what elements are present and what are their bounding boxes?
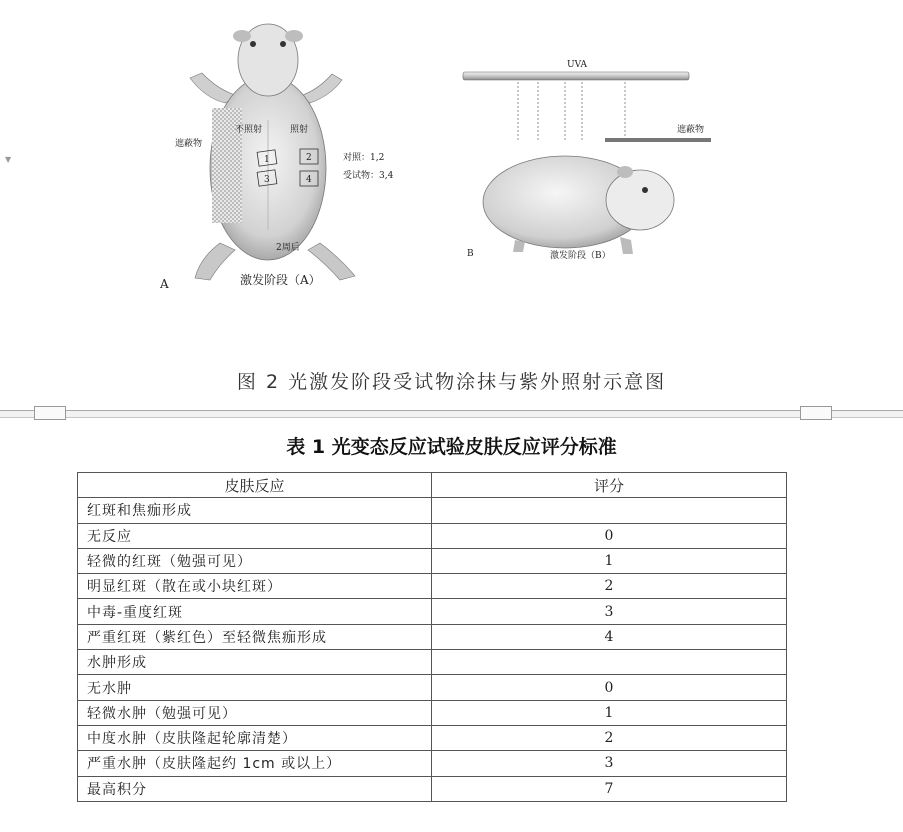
- table-row: [78, 725, 787, 750]
- reaction-cell: 中毒-重度红斑: [78, 599, 432, 624]
- reaction-cell: 无水肿: [78, 675, 432, 700]
- figure-caption: 图 2 光激发阶段受试物涂抹与紫外照射示意图: [236, 371, 667, 393]
- site-1-label: 1: [264, 155, 270, 165]
- shield-label-b: 遮蔽物: [677, 125, 705, 135]
- no-irradiation-label: 不照射: [235, 125, 263, 135]
- reaction-cell: 水肿形成: [78, 650, 432, 675]
- score-cell: 4: [432, 624, 787, 649]
- score-cell: 3: [432, 599, 787, 624]
- score-cell: 3: [432, 751, 787, 776]
- table-row: [78, 599, 787, 624]
- score-cell: 7: [432, 776, 787, 801]
- figure-panel-b: [455, 42, 717, 324]
- left-margin-marker: [34, 406, 66, 420]
- site-2-label: 2: [306, 153, 312, 163]
- uva-label: UVA: [567, 60, 587, 70]
- uva-rays: [518, 82, 625, 142]
- score-cell: 2: [432, 574, 787, 599]
- score-cell: 0: [432, 675, 787, 700]
- shield-bar-b: [605, 138, 711, 142]
- reaction-cell: 中度水肿（皮肤隆起轮廓清楚）: [78, 725, 432, 750]
- panel-a-letter: A: [160, 277, 169, 291]
- table-row: [78, 650, 787, 675]
- table-row: [78, 523, 787, 548]
- panel-b-letter: B: [467, 249, 474, 259]
- table-row: [78, 675, 787, 700]
- table-row: [78, 700, 787, 725]
- reaction-cell: 轻微的红斑（勉强可见）: [78, 548, 432, 573]
- table-row: [78, 624, 787, 649]
- guinea-pig-dorsal-illustration: [150, 8, 394, 326]
- table-row: [78, 498, 787, 523]
- table-header-row: [78, 473, 787, 498]
- panel-a-caption: 激发阶段（A）: [240, 273, 321, 287]
- table-row: [78, 548, 787, 573]
- reaction-cell: 严重红斑（紫红色）至轻微焦痂形成: [78, 624, 432, 649]
- test-substance-label: 受试物：3,4: [343, 171, 394, 181]
- figure-2: [0, 0, 903, 340]
- score-cell: 0: [432, 523, 787, 548]
- margin-marker: ▼: [5, 155, 12, 164]
- shield-label: 遮蔽物: [175, 139, 203, 149]
- skin-reaction-score-table: [77, 472, 787, 802]
- after-two-weeks-label: 2周后: [276, 243, 300, 253]
- score-cell: 1: [432, 548, 787, 573]
- table-title: 表 1 光变态反应试验皮肤反应评分标准: [286, 436, 617, 458]
- panel-b-caption: 激发阶段（B）: [550, 251, 611, 261]
- score-cell: [432, 650, 787, 675]
- reaction-cell: 明显红斑（散在或小块红斑）: [78, 574, 432, 599]
- reaction-cell: 最高积分: [78, 776, 432, 801]
- uva-irradiation-illustration: [455, 42, 717, 324]
- site-3-label: 3: [264, 175, 270, 185]
- irradiation-label: 照射: [290, 125, 309, 135]
- figure-panel-a: [150, 8, 394, 326]
- column-header-reaction: 皮肤反应: [78, 473, 432, 498]
- table-row: [78, 574, 787, 599]
- site-4-label: 4: [306, 175, 312, 185]
- reaction-cell: 严重水肿（皮肤隆起约 1cm 或以上）: [78, 751, 432, 776]
- score-cell: 1: [432, 700, 787, 725]
- score-cell: [432, 498, 787, 523]
- right-margin-marker: [800, 406, 832, 420]
- score-cell: 2: [432, 725, 787, 750]
- table-row: [78, 776, 787, 801]
- reaction-cell: 轻微水肿（勉强可见）: [78, 700, 432, 725]
- table-row: [78, 751, 787, 776]
- uva-lamp-tube: [463, 72, 689, 80]
- control-label: 对照：1,2: [343, 153, 385, 163]
- reaction-cell: 红斑和焦痂形成: [78, 498, 432, 523]
- column-header-score: 评分: [432, 473, 787, 498]
- reaction-cell: 无反应: [78, 523, 432, 548]
- page-break-separator: [0, 410, 903, 418]
